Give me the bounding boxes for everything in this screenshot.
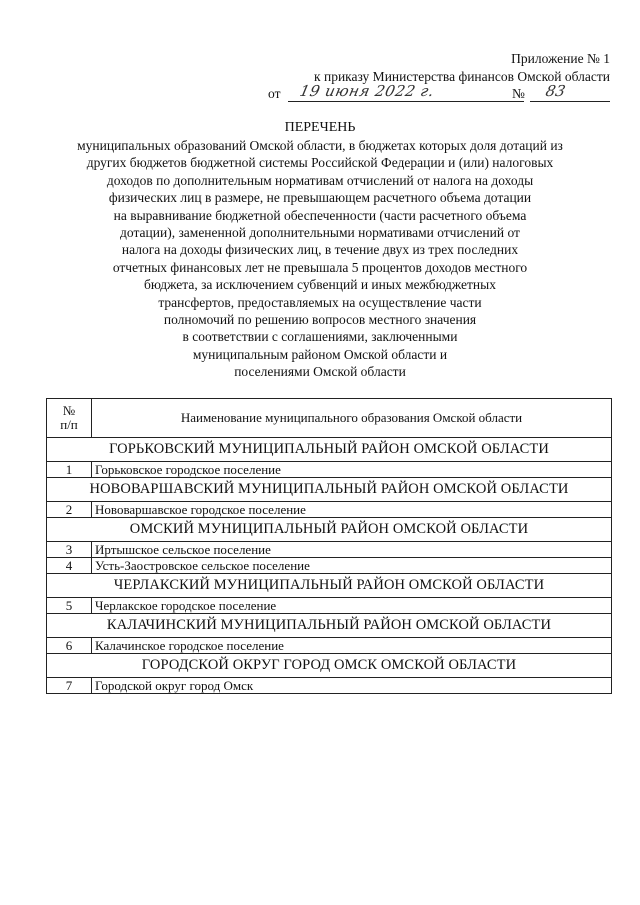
order-date-number-line <box>268 82 610 106</box>
handwritten-date: 19 июня 2022 г. <box>298 82 437 100</box>
table-header-row <box>47 399 612 438</box>
description-line: других бюджетов бюджетной системы Российской Федерации и (или) налоговых <box>86 155 554 171</box>
description-line: физических лиц в размере, не превышающем расчетного объема дотации <box>108 190 532 206</box>
description-line: трансфертов, предоставляемых на осуществление части <box>158 294 482 310</box>
header-number-symbol: № <box>62 403 76 418</box>
row-number: 7 <box>47 678 92 694</box>
district-name: ГОРЬКОВСКИЙ МУНИЦИПАЛЬНЫЙ РАЙОН ОМСКОЙ ОБЛАСТИ <box>47 438 612 462</box>
row-number: 3 <box>47 542 92 558</box>
row-number: 5 <box>47 598 92 614</box>
row-number: 6 <box>47 638 92 654</box>
row-number: 2 <box>47 502 92 518</box>
header-number-cell <box>47 399 92 438</box>
description-line: полномочий по решению вопросов местного значения <box>163 312 477 328</box>
table-row <box>47 598 612 614</box>
municipality-name: Усть-Заостровское сельское поселение <box>92 558 612 574</box>
district-row <box>47 518 612 542</box>
description-line: в соответствии с соглашениями, заключенными <box>182 329 458 345</box>
district-row <box>47 438 612 462</box>
municipality-name: Черлакское городское поселение <box>92 598 612 614</box>
municipality-name: Калачинское городское поселение <box>92 638 612 654</box>
description-line: доходов по дополнительным нормативам отчислений от налога на доходы <box>106 172 534 188</box>
description-line: бюджета, за исключением субвенций и иных межбюджетных <box>144 277 496 293</box>
description-line: на выравнивание бюджетной обеспеченности (части расчетного объема <box>113 207 527 223</box>
table-row <box>47 678 612 694</box>
row-number: 4 <box>47 558 92 574</box>
municipality-name: Иртышское сельское поселение <box>92 542 612 558</box>
description-line: отчетных финансовых лет не превышала 5 процентов доходов местного <box>112 259 528 275</box>
description-line: муниципальных образований Омской области, в бюджетах которых доля дотаций из <box>77 138 563 153</box>
document-title: ПЕРЕЧЕНЬ <box>284 120 356 135</box>
number-prefix: № <box>512 86 525 101</box>
table-row <box>47 502 612 518</box>
description-line: муниципальным районом Омской области и <box>192 346 448 362</box>
district-name: ГОРОДСКОЙ ОКРУГ ГОРОД ОМСК ОМСКОЙ ОБЛАСТИ <box>47 654 612 678</box>
description-line: дотации), замененной дополнительными нормативами отчислений от <box>120 225 520 241</box>
table-body <box>47 438 612 694</box>
table-row <box>47 462 612 478</box>
description-line: налога на доходы физических лиц, в течение двух из трех последних <box>121 242 519 258</box>
district-name: ЧЕРЛАКСКИЙ МУНИЦИПАЛЬНЫЙ РАЙОН ОМСКОЙ ОБЛАСТИ <box>47 574 612 598</box>
district-row <box>47 654 612 678</box>
order-reference: к приказу Министерства финансов Омской области <box>314 69 610 84</box>
table-row <box>47 638 612 654</box>
municipality-name: Нововаршавское городское поселение <box>92 502 612 518</box>
district-row <box>47 478 612 502</box>
district-row <box>47 574 612 598</box>
date-underline <box>288 101 524 102</box>
municipalities-table <box>46 398 612 694</box>
description-line: поселениями Омской области <box>234 364 406 380</box>
table-row <box>47 558 612 574</box>
handwritten-number: 83 <box>544 82 568 100</box>
district-name: ОМСКИЙ МУНИЦИПАЛЬНЫЙ РАЙОН ОМСКОЙ ОБЛАСТИ <box>47 518 612 542</box>
appendix-label: Приложение № 1 <box>511 51 610 66</box>
document-description <box>50 137 590 381</box>
municipality-name: Горьковское городское поселение <box>92 462 612 478</box>
number-underline <box>530 101 610 102</box>
district-row <box>47 614 612 638</box>
district-name: НОВОВАРШАВСКИЙ МУНИЦИПАЛЬНЫЙ РАЙОН ОМСКОЙ ОБЛАСТИ <box>47 478 612 502</box>
municipality-name: Городской округ город Омск <box>92 678 612 694</box>
header-number-abbrev: п/п <box>60 417 78 432</box>
date-prefix: от <box>268 86 281 101</box>
row-number: 1 <box>47 462 92 478</box>
table-row <box>47 542 612 558</box>
header-name-cell: Наименование муниципального образования Омской области <box>92 399 612 438</box>
district-name: КАЛАЧИНСКИЙ МУНИЦИПАЛЬНЫЙ РАЙОН ОМСКОЙ ОБЛАСТИ <box>47 614 612 638</box>
